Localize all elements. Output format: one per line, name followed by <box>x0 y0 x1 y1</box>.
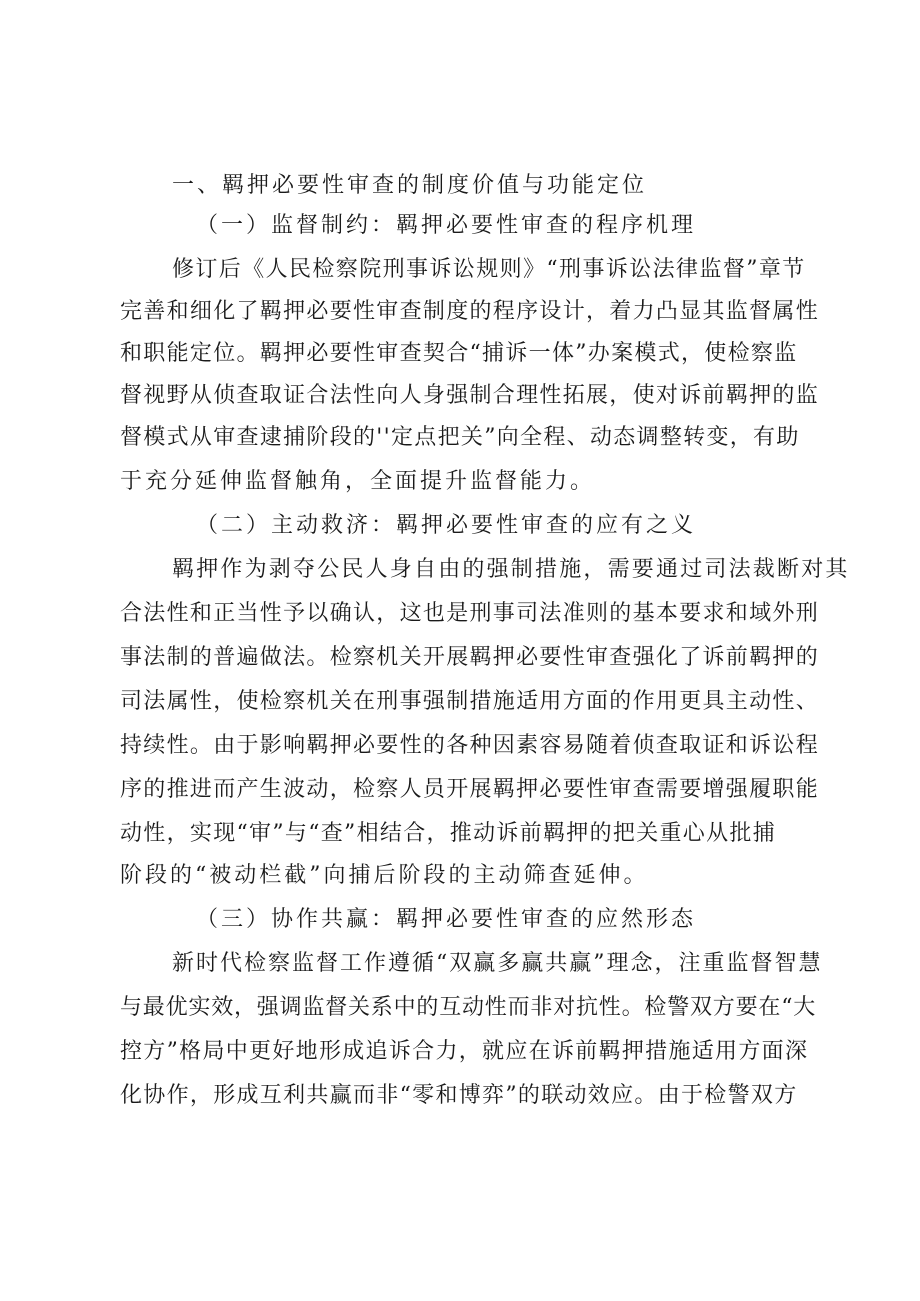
paragraph-line: 序的推进而产生波动，检察人员开展羁押必要性审查需要增强履职能 <box>120 777 820 802</box>
paragraph-line: 事法制的普遍做法。检察机关开展羁押必要性审查强化了诉前羁押的 <box>120 645 820 670</box>
paragraph-line: 阶段的“被动栏截”向捕后阶段的主动筛查延伸。 <box>120 863 649 888</box>
paragraph-line: 于充分延伸监督触角，全面提升监督能力。 <box>120 469 596 494</box>
paragraph-line: 与最优实效，强调监督关系中的互动性而非对抗性。检警双方要在“大 <box>120 995 817 1020</box>
subsection-heading-2: （二）主动救济：羁押必要性审查的应有之义 <box>196 513 697 538</box>
paragraph-line: 督模式从审查逮捕阶段的''定点把关”向全程、动态调整转变，有助 <box>120 425 800 450</box>
paragraph-line: 修订后《人民检察院刑事诉讼规则》“刑事诉讼法律监督”章节 <box>172 257 806 282</box>
paragraph-line: 羁押作为剥夺公民人身自由的强制措施，需要通过司法裁断对其 <box>172 557 850 582</box>
paragraph-line: 持续性。由于影响羁押必要性的各种因素容易随着侦查取证和诉讼程 <box>120 733 820 758</box>
paragraph-line: 司法属性，使检察机关在刑事强制措施适用方面的作用更具主动性、 <box>120 689 820 714</box>
paragraph-line: 新时代检察监督工作遵循“双赢多赢共赢”理念，注重监督智慧 <box>172 951 823 976</box>
section-heading-main: 一、羁押必要性审查的制度价值与功能定位 <box>172 173 648 198</box>
paragraph-line: 督视野从侦查取证合法性向人身强制合理性拓展，使对诉前羁押的监 <box>120 383 820 408</box>
subsection-heading-3: （三）协作共赢：羁押必要性审查的应然形态 <box>196 907 697 932</box>
paragraph-line: 完善和细化了羁押必要性审查制度的程序设计，着力凸显其监督属性 <box>120 299 820 324</box>
paragraph-line: 合法性和正当性予以确认，这也是刑事司法准则的基本要求和域外刑 <box>120 601 820 626</box>
paragraph-line: 和职能定位。羁押必要性审查契合“捕诉一体”办案模式，使检察监 <box>120 341 798 366</box>
paragraph-line: 动性，实现“审”与“查”相结合，推动诉前羁押的把关重心从批捕 <box>120 821 776 846</box>
paragraph-line: 控方”格局中更好地形成追诉合力，就应在诉前羁押措施适用方面深 <box>120 1039 809 1064</box>
subsection-heading-1: （一）监督制约：羁押必要性审查的程序机理 <box>196 213 697 238</box>
paragraph-line: 化协作，形成互利共赢而非“零和博弈”的联动效应。由于检警双方 <box>120 1083 798 1108</box>
